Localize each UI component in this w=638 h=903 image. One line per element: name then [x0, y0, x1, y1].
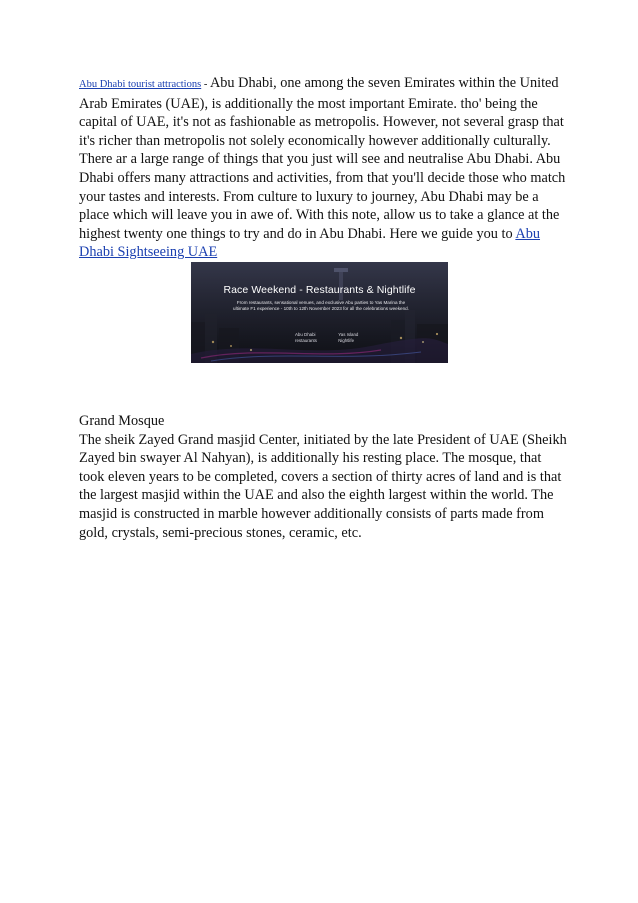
banner-footer-left: Abu Dhabi restaurants	[295, 332, 317, 343]
section-paragraph: The sheik Zayed Grand masjid Center, initiated by the late President of UAE (Sheikh Zayed bin swayer Al Nahyan), is additionally his resting place. The mosque, that took eleven years to be completed, covers a section of thirty acres of land and is that the largest masjid within the UAE and also the eighth largest within the world. The masjid is constructed in marble however additionally consists of parts made from gold, crystals, semi-precious stones, ceramic, etc.	[79, 431, 567, 541]
banner-subtitle: From restaurants, sensational venues, and exclusive Abu parties to Yas Marina the ultimate F1 experience - 10th to 12th November 2023 for all the celebrations weekend.	[233, 300, 409, 311]
banner-background	[191, 262, 448, 363]
banner-title: Race Weekend - Restaurants & Nightlife	[223, 284, 416, 296]
sightseeing-link[interactable]: Abu Dhabi Sightseeing UAE	[79, 225, 541, 261]
section-heading: Grand Mosque	[79, 413, 165, 429]
separator: -	[201, 79, 210, 90]
intro-block	[79, 74, 569, 262]
banner-footer-right: Yas Island Nightlife	[338, 332, 359, 343]
grand-mosque-section	[79, 412, 569, 542]
banner-footer	[295, 332, 375, 344]
race-weekend-banner	[191, 262, 448, 363]
tourist-attractions-link[interactable]: Abu Dhabi tourist attractions	[79, 79, 202, 90]
intro-text: Abu Dhabi, one among the seven Emirates within the United Arab Emirates (UAE), is additionally the most important Emirate. tho' being the capital of UAE, it's not as fashionable as metropolis. However, not several grasp that it's richer than metropolis not solely economically however additionally culturally. There ar a large range of things that you just will see and neutralise Abu Dhabi. Abu Dhabi offers many attractions and activities, from that you'll decide those who match your tastes and interests. From culture to luxury to journey, Abu Dhabi may be a place which will leave you in awe of. With this note, allow us to take a glance at the highest twenty one things to try and do in Abu Dhabi. Here we guide you to	[79, 75, 566, 242]
intro-paragraph	[79, 74, 569, 262]
